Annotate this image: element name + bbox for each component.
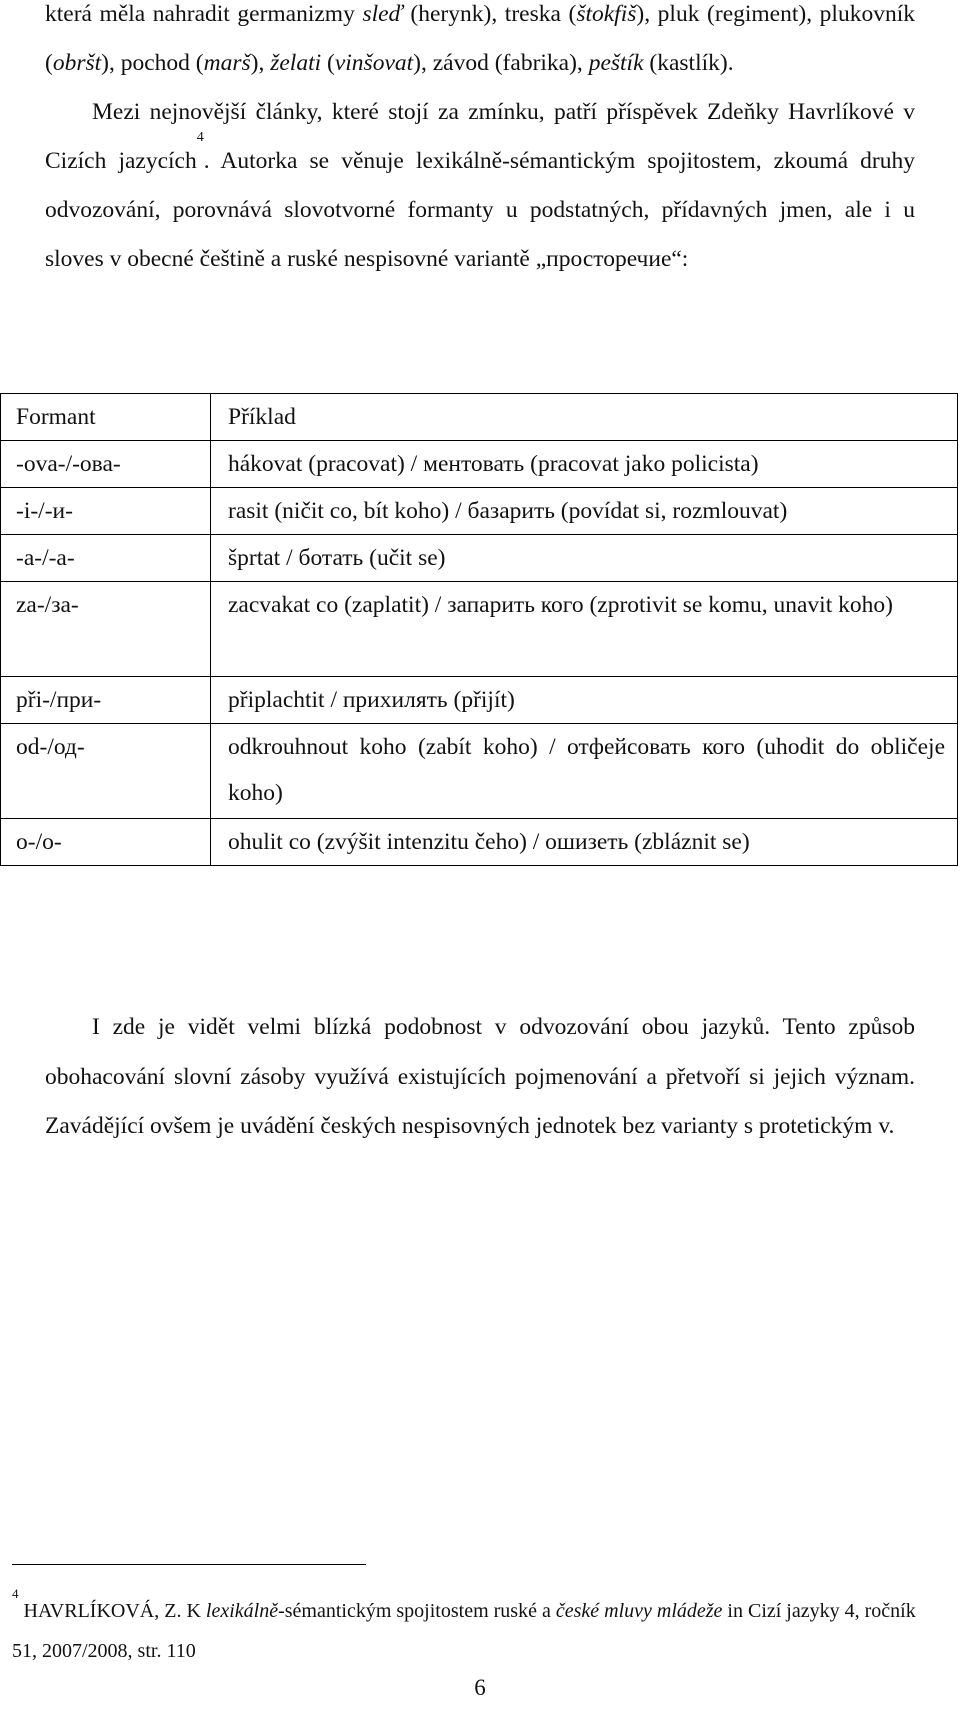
formant-cell: při-/при- — [1, 677, 211, 724]
header-cell-formant: Formant — [1, 394, 211, 441]
table-row — [1, 441, 958, 488]
text-run: ), závod (fabrika), — [413, 50, 589, 76]
example-cell: zacvakat co (zaplatit) / запарить кого (zprotivit se komu, unavit koho) — [211, 582, 958, 677]
footnote-source: in Cizí jazyky 4, ročník 51, 2007/2008, str. 110 — [12, 1600, 916, 1662]
formant-table — [0, 393, 958, 866]
footnote-title: -sémantickým spojitostem ruské a — [278, 1600, 556, 1622]
italic-word: obršt — [52, 50, 102, 76]
italic-word: štokfiš — [576, 1, 637, 27]
body-paragraph-bottom — [45, 1003, 915, 1152]
footnote-author: HAVRLÍKOVÁ, Z. K — [18, 1600, 206, 1622]
text-run: I zde je vidět velmi blízká podobnost v odvozování obou jazyků. Tento způsob obohacování slovní zásoby využívá existujících pojmenování a přetvoří si jejich význam. Zavádějící ovšem je uvádění českých nespisovných jednotek bez varianty s protetickým v. — [45, 1014, 915, 1139]
formant-cell: -ova-/-ова- — [1, 441, 211, 488]
formant-cell: od-/од- — [1, 724, 211, 819]
text-run: ), pochod ( — [101, 50, 204, 76]
table-row — [1, 535, 958, 582]
text-run: . Autorka se věnuje lexikálně-sémantickým spojitostem, zkoumá druhy odvozování, porovnává slovotvorné formanty u podstatných, přídavných jmen, ale i u sloves v obecné češtině a ruské nespisovné variantě „просторечие“: — [45, 148, 915, 272]
text-run: (kastlík). — [643, 50, 734, 76]
footnote-number: 4 — [12, 1586, 19, 1601]
example-cell: hákovat (pracovat) / ментовать (pracovat jako policista) — [211, 441, 958, 488]
formant-cell: -a-/-а- — [1, 535, 211, 582]
footnote-title-italic: lexikálně — [205, 1600, 279, 1622]
italic-word: želati — [270, 50, 322, 76]
formant-cell: -i-/-и- — [1, 488, 211, 535]
table-row — [1, 677, 958, 724]
table-row — [1, 724, 958, 819]
text-run: ), pluk (regiment), plukovník ( — [45, 1, 915, 76]
table-header-row — [1, 394, 958, 441]
example-cell: připlachtit / прихилять (přijít) — [211, 677, 958, 724]
footnote-divider — [12, 1564, 366, 1565]
formant-cell: o-/о- — [1, 819, 211, 866]
body-paragraph-top — [45, 0, 915, 284]
text-run: ( — [321, 50, 335, 76]
footnote — [12, 1586, 942, 1671]
example-cell: ohulit co (zvýšit intenzitu čeho) / ошизеть (zbláznit se) — [211, 819, 958, 866]
text-run: Mezi nejnovější články, které stojí za zmínku, patří příspěvek Zdeňky Havrlíkové v Cizích jazycích — [45, 99, 915, 174]
italic-word: sleď — [362, 1, 403, 27]
table-row — [1, 488, 958, 535]
table-row — [1, 582, 958, 677]
page-number: 6 — [474, 1675, 486, 1700]
example-cell: odkrouhnout koho (zabít koho) / отфейсовать кого (uhodit do obličeje koho) — [211, 724, 958, 819]
example-cell: šprtat / ботать (učit se) — [211, 535, 958, 582]
italic-word: marš — [203, 50, 251, 76]
footnote-title-italic: české mluvy mládeže — [555, 1600, 723, 1622]
italic-word: peštík — [588, 50, 644, 76]
italic-word: vinšovat — [334, 50, 414, 76]
formant-cell: za-/за- — [1, 582, 211, 677]
table-row — [1, 819, 958, 866]
text-run: která měla nahradit germanizmy — [45, 1, 363, 27]
header-cell-example: Příklad — [211, 394, 958, 441]
example-cell: rasit (ničit co, bít koho) / базарить (povídat si, rozmlouvat) — [211, 488, 958, 535]
text-run: (herynk), treska ( — [402, 1, 577, 27]
text-run: ), — [250, 50, 271, 76]
footnote-ref[interactable]: 4 — [196, 130, 204, 145]
